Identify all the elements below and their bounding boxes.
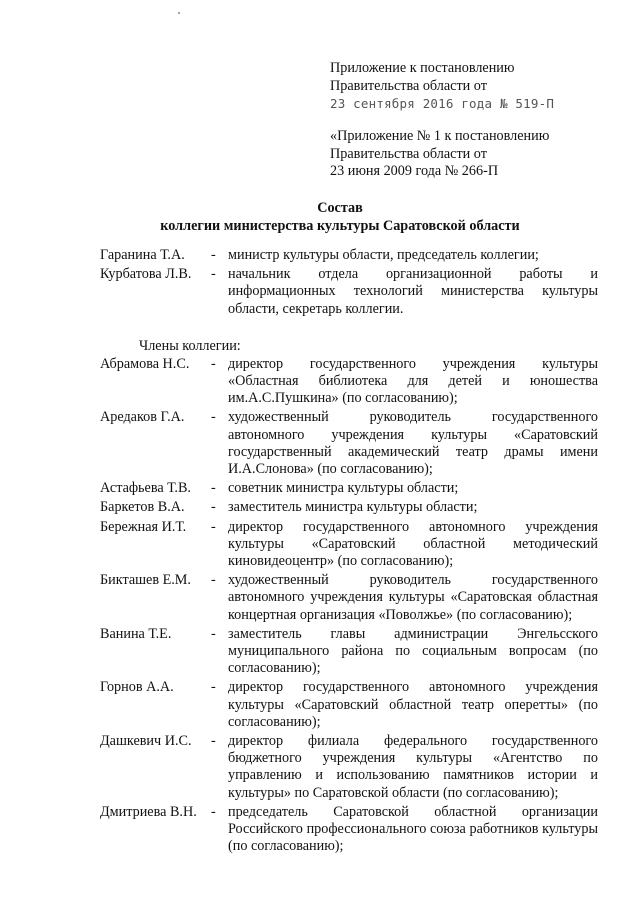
roster-entry [0, 679, 640, 731]
person-name: Баркетов В.А. [100, 499, 185, 516]
members-heading [0, 338, 640, 355]
roster-entry [0, 480, 640, 497]
prior-appendix-line-2: Правительства области от [330, 145, 487, 162]
person-name: Дмитриева В.Н. [100, 803, 197, 820]
date-number-stamp: 23 сентября 2016 года № 519-П [330, 96, 555, 111]
scan-speck [178, 12, 180, 14]
entry-dash: - [211, 247, 216, 263]
entry-dash: - [211, 480, 216, 497]
person-name: Дашкевич И.С. [100, 733, 192, 750]
roster-entry [0, 519, 640, 571]
person-role: художественный руководитель государственного автономного учреждения культуры «Саратовский государственный академический театр драмы имени И.А.Слонова» (по согласованию); [228, 409, 598, 478]
person-name: Горнов А.А. [100, 679, 174, 696]
collegium-roster [0, 247, 640, 858]
person-role: советник министра культуры области; [228, 480, 459, 497]
roster-entry [0, 804, 640, 856]
members-heading-text: Члены коллегии: [139, 337, 241, 354]
prior-appendix-line-3: 23 июня 2009 года № 266-П [330, 163, 499, 179]
entry-dash: - [211, 572, 216, 589]
person-name: Бикташев Е.М. [100, 572, 191, 589]
roster-entry [0, 733, 640, 802]
entry-dash: - [211, 679, 216, 696]
document-title: Состав [317, 200, 363, 216]
entry-dash: - [211, 733, 216, 750]
person-role: заместитель главы администрации Энгельсского муниципального района по социальным вопросам (по согласованию); [228, 625, 598, 677]
prior-appendix-line-1: «Приложение № 1 к постановлению [330, 128, 550, 144]
members-list [0, 356, 640, 858]
person-name: Аредаков Г.А. [100, 409, 185, 426]
person-role: директор филиала федерального государственного бюджетного учреждения культуры «Агентство по управлению и использованию памятников истории и культуры» по Саратовской области (по согласованию); [228, 733, 598, 801]
person-role: начальник отдела организационной работы и информационных технологий министерства культуры области, секретарь коллегии. [228, 266, 598, 317]
entry-spacer [0, 856, 640, 858]
person-role: директор государственного учреждения культуры «Областная библиотека для детей и юношества им.А.С.Пушкина» (по согласованию); [228, 355, 598, 407]
person-name: Гаранина Т.А. [100, 247, 185, 263]
roster-entry [0, 247, 640, 264]
appendix-line-2: Правительства области от [330, 77, 487, 94]
person-name: Курбатова Л.В. [100, 266, 192, 283]
person-role: заместитель министра культуры области; [228, 499, 478, 516]
entry-dash: - [211, 266, 216, 283]
roster-entry [0, 499, 640, 516]
leaders-list [0, 247, 640, 320]
document-subtitle: коллегии министерства культуры Саратовской области [160, 218, 520, 234]
roster-entry [0, 356, 640, 408]
person-role: директор государственного автономного учреждения культуры «Саратовский областной методический киновидеоцентр» (по согласованию); [228, 518, 598, 570]
person-name: Ванина Т.Е. [100, 625, 172, 642]
roster-entry [0, 572, 640, 624]
person-name: Астафьева Т.В. [100, 480, 191, 497]
person-role: директор государственного автономного учреждения культуры «Саратовский областной театр оперетты» (по согласованию); [228, 679, 598, 730]
appendix-header [330, 60, 554, 113]
entry-dash: - [211, 803, 216, 820]
prior-appendix-header [330, 128, 549, 181]
person-name: Абрамова Н.С. [100, 355, 190, 372]
roster-entry [0, 266, 640, 318]
entry-dash: - [211, 625, 216, 642]
entry-dash: - [211, 409, 216, 426]
entry-spacer [0, 318, 640, 320]
person-role: художественный руководитель государственного автономного учреждения культуры «Саратовская областная концертная организация «Поволжье» (по согласованию); [228, 572, 598, 623]
entry-dash: - [211, 499, 216, 516]
roster-entry [0, 626, 640, 678]
person-role: министр культуры области, председатель коллегии; [228, 247, 539, 263]
appendix-line-1: Приложение к постановлению [330, 60, 515, 76]
entry-dash: - [211, 518, 216, 535]
entry-dash: - [211, 355, 216, 372]
person-name: Бережная И.Т. [100, 518, 187, 535]
person-role: председатель Саратовской областной организации Российского профессионального союза работников культуры (по согласованию); [228, 803, 598, 855]
roster-entry [0, 409, 640, 478]
